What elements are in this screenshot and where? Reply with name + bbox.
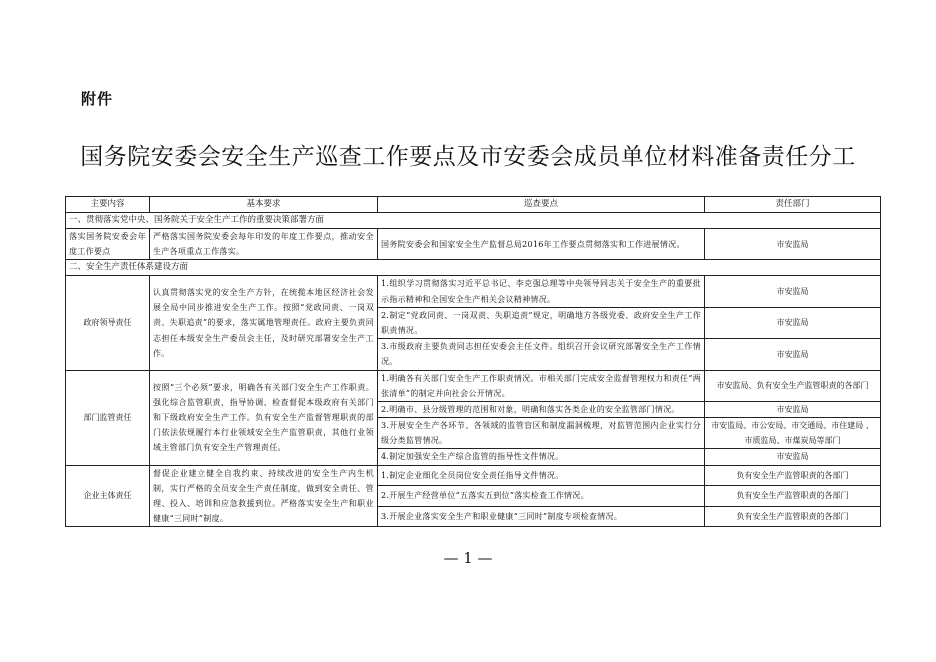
- dept-cell: 市安监局: [705, 276, 881, 307]
- dept-cell: 负有安全生产监管职责的各部门: [705, 465, 881, 486]
- section-row: [66, 213, 881, 229]
- main-content-cell: 部门监管责任: [66, 370, 150, 465]
- dept-cell: 市安监局: [705, 307, 881, 338]
- section-title: 二、安全生产责任体系建设方面: [66, 260, 881, 276]
- inspection-point-cell: 1.明确各有关部门安全生产工作职责情况。市相关部门完成安全监督管理权力和责任“两张清单”的制定并向社会公开情况。: [378, 370, 705, 401]
- requirement-cell: 按照“三个必须”要求，明确各有关部门安全生产工作职责。强化综合监管职责，指导协调、检查督促本级政府有关部门和下级政府安全生产工作。负有安全生产监督管理职责的部门依法依规履行本行业领域安全生产监管职责，其他行业领域主管部门负有安全生产管理责任。: [150, 370, 378, 465]
- section-title: 一、贯彻落实党中央、国务院关于安全生产工作的重要决策部署方面: [66, 213, 881, 229]
- table-row: [66, 276, 881, 307]
- requirement-cell: 督促企业建立健全自我约束、持续改进的安全生产内生机制，实行严格的全员安全生产责任制度，做到安全责任、管理、投入、培训和应急救援到位。严格落实安全生产和职业健康“三同时”制度。: [150, 465, 378, 527]
- header-basic-requirement: 基本要求: [150, 197, 378, 213]
- section-row: [66, 260, 881, 276]
- inspection-point-cell: 3.市级政府主要负责同志担任安委会主任文件。组织召开会议研究部署安全生产工作情况。: [378, 339, 705, 370]
- attachment-label: 附件: [81, 90, 114, 108]
- inspection-point-cell: 4.制定加强安全生产综合监管的指导性文件情况。: [378, 449, 705, 465]
- dept-cell: 市安监局、负有安全生产监管职责的各部门: [705, 370, 881, 401]
- main-content-cell: 企业主体责任: [66, 465, 150, 527]
- dept-cell: 市安监局: [705, 339, 881, 370]
- requirement-cell: 认真贯彻落实党的安全生产方针，在统揽本地区经济社会发展全局中同步推进安全生产工作。按照“党政同责、一岗双责、失职追责”的要求，落实属地管理责任。政府主要负责同志担任本级安全生产委员会主任，及时研究部署安全生产工作。: [150, 276, 378, 370]
- header-inspection-points: 巡查要点: [378, 197, 705, 213]
- main-content-cell: 落实国务院安委会年度工作要点: [66, 229, 150, 260]
- inspection-point-cell: 2.制定“党政同责、一岗双责、失职追责”规定，明确地方各级党委、政府安全生产工作职责情况。: [378, 307, 705, 338]
- dept-cell: 负有安全生产监管职责的各部门: [705, 506, 881, 527]
- table-row: [66, 465, 881, 486]
- dept-cell: 负有安全生产监管职责的各部门: [705, 486, 881, 507]
- responsibility-table: [65, 196, 881, 527]
- table-header-row: [66, 197, 881, 213]
- inspection-point-cell: 1.组织学习贯彻落实习近平总书记、李克强总理等中央领导同志关于安全生产的重要批示指示精神和全国安全生产相关会议精神情况。: [378, 276, 705, 307]
- page-number: — 1 —: [443, 549, 493, 567]
- header-main-content: 主要内容: [66, 197, 150, 213]
- requirement-cell: 严格落实国务院安委会每年印发的年度工作要点，推动安全生产各项重点工作落实。: [150, 229, 378, 260]
- header-responsible-dept: 责任部门: [705, 197, 881, 213]
- dept-cell: 市安监局: [705, 401, 881, 417]
- inspection-point-cell: 3.开展企业落实安全生产和职业健康“三同时”制度专项检查情况。: [378, 506, 705, 527]
- inspection-point-cell: 国务院安委会和国家安全生产监督总局2016年工作要点贯彻落实和工作进展情况。: [378, 229, 705, 260]
- document-title: 国务院安委会安全生产巡查工作要点及市安委会成员单位材料准备责任分工: [80, 144, 856, 170]
- table-row: [66, 370, 881, 401]
- main-content-cell: 政府领导责任: [66, 276, 150, 370]
- inspection-point-cell: 1.制定企业细化全员岗位安全责任指导文件情况。: [378, 465, 705, 486]
- dept-cell: 市安监局: [705, 229, 881, 260]
- dept-cell: 市安监局、市公安局、市交通局、市住建局 、市质监局、市煤炭局等部门: [705, 418, 881, 449]
- inspection-point-cell: 2.开展生产经营单位“五落实五到位”落实检查工作情况。: [378, 486, 705, 507]
- dept-cell: 市安监局: [705, 449, 881, 465]
- inspection-point-cell: 3.开展安全生产各环节、各领域的监管盲区和制度漏洞梳理，对监管范围内企业实行分级分类监管情况。: [378, 418, 705, 449]
- inspection-point-cell: 2.明确市、县分级管理的范围和对象，明确和落实各类企业的安全监管部门情况。: [378, 401, 705, 417]
- table-row: [66, 229, 881, 260]
